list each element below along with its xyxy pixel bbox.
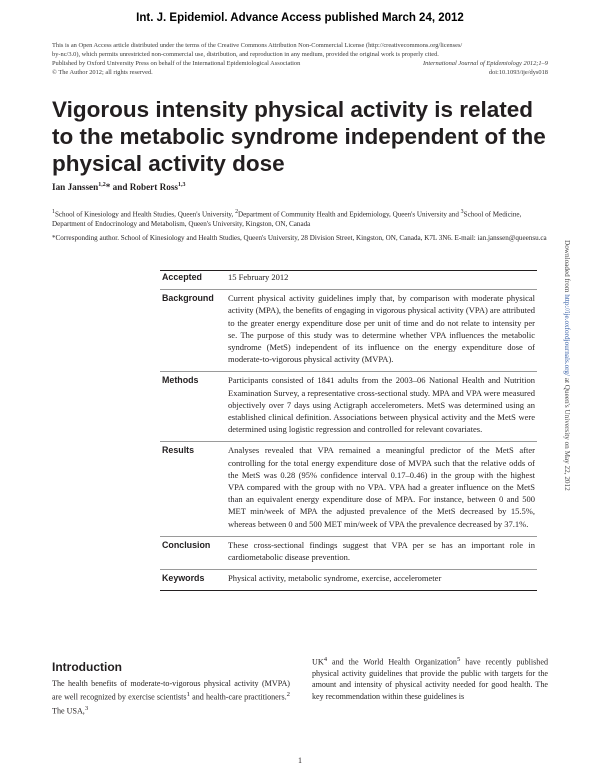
- author-list: [52, 182, 185, 192]
- citation-ref[interactable]: 5: [456, 656, 461, 663]
- license-block: [52, 42, 548, 78]
- download-stamp-text: [563, 240, 571, 491]
- article-title: Vigorous intensity physical activity is related to the metabolic syndrome independent of the physical activity dose: [52, 97, 546, 176]
- citation-ref[interactable]: 3: [84, 705, 89, 713]
- abstract-row-methods: [160, 372, 537, 442]
- license-line-1: This is an Open Access article distributed under the terms of the Creative Commons Attribution Non-Commercial License (http://creativecommons.org/licenses/: [52, 42, 463, 49]
- abstract-text: These cross-sectional findings suggest that VPA per se has an important role in cardiometabolic disease prevention.: [228, 539, 535, 563]
- abstract-label: Accepted: [162, 272, 202, 282]
- affil-text: Department of Community Health and Epidemiology, Queen's University and: [238, 210, 461, 219]
- journal-citation: International Journal of Epidemiology 2012;1–9: [423, 59, 548, 67]
- download-stamp: [563, 240, 581, 540]
- abstract-label: Methods: [162, 375, 199, 386]
- corresponding-author: *Corresponding author. School of Kinesiology and Health Studies, Queen's University, 28 Division Street, Kingston, ON, Canada, K7L 3N6. E-mail: ian.janssen@queensu.ca: [52, 234, 547, 242]
- affil-number: 1: [52, 209, 55, 215]
- author-affil-sup: 1,2: [98, 182, 106, 188]
- abstract-text: 15 February 2012: [228, 272, 289, 282]
- abstract-text: Analyses revealed that VPA remained a meaningful predictor of the MetS after controlling for the total energy expenditure dose of MVPA such that the relative odds of the MetS was 0.28 (95% confidence interval 0.17–0.46) in the group with the highest VPA compared with the group with no VPA. VPA had a greater influence on the MetS than an equivalent energy expenditure dose of MPA. For instance, between 0 and 500 MET min/week of MPA the adjusted prevalence of the MetS decreased by 15.5%, whereas between 0 and 500 MET min/week of VPA the prevalence decreased by 37.1%.: [228, 445, 535, 529]
- abstract-text: Physical activity, metabolic syndrome, exercise, accelerometer: [228, 573, 442, 584]
- citation-ref[interactable]: 2: [286, 691, 290, 699]
- body-text: UK: [312, 657, 324, 667]
- corresponding-star: *: [105, 182, 111, 193]
- abstract-row-conclusion: [160, 537, 537, 570]
- body-text: and health-care practitioners.: [189, 692, 287, 702]
- affil-text: School of Medicine, Department of Endocrinology and Metabolism, Queen's University, Kingston, ON, Canada: [52, 210, 522, 228]
- abstract-label: Keywords: [162, 573, 205, 584]
- section-heading: Introduction: [52, 660, 122, 674]
- download-suffix: at Queen's University on May 22, 2012: [563, 376, 571, 491]
- body-text: and the World Health Organization: [327, 657, 457, 667]
- license-line-2: by-nc/3.0), which permits unrestricted non-commercial use, distribution, and reproduction in any medium, provided the original work is properly cited.: [52, 50, 439, 58]
- abstract-text: Participants consisted of 1841 adults from the 2003–06 National Health and Nutrition Examination Survey, a representative cross-sectional study. MPA and VPA were measured objectively over 7 days using Actigraph accelerometers. MetS was determined using an established clinical definition. Associations between physical activity and the MetS were determined using logistic regression and controlled for relevant covariates.: [228, 375, 535, 435]
- abstract-label: Conclusion: [162, 539, 211, 550]
- author-and: and: [112, 182, 128, 193]
- abstract-row-results: [160, 442, 537, 536]
- affiliations: [52, 208, 550, 230]
- license-row-3: [52, 60, 548, 69]
- body-text: The USA,: [52, 706, 85, 716]
- body-text: The health benefits of moderate-to-vigorous physical activity (MVPA) are well recognized by exercise scientists: [52, 679, 290, 702]
- citation-ref[interactable]: 4: [323, 656, 328, 663]
- intro-column-left: [52, 678, 290, 717]
- publisher-statement: Published by Oxford University Press on behalf of the International Epidemiological Association: [52, 59, 301, 67]
- author-affil-sup: 1,3: [177, 182, 186, 188]
- body-text: have recently published physical activity guidelines that provide the public with targets for the amount and intensity of physical activity needed for good health. The key recommendation within these guidelines is: [312, 657, 548, 701]
- doi: doi:10.1093/ije/dys018: [488, 68, 548, 76]
- structured-abstract: [160, 270, 537, 591]
- author-name: Ian Janssen: [52, 182, 99, 193]
- author-name: Robert Ross: [129, 182, 178, 193]
- download-prefix: Downloaded from: [563, 240, 571, 295]
- download-link[interactable]: http://ije.oxfordjournals.org/: [563, 294, 571, 377]
- intro-column-right: [312, 654, 548, 702]
- abstract-label: Results: [162, 445, 195, 456]
- affil-text: School of Kinesiology and Health Studies, Queen's University,: [54, 210, 236, 219]
- affil-number: 2: [235, 209, 239, 215]
- citation-ref[interactable]: 1: [186, 691, 190, 699]
- copyright-statement: © The Author 2012; all rights reserved.: [52, 68, 153, 76]
- license-row-4: [52, 69, 548, 78]
- page-number: 1: [298, 756, 302, 765]
- affil-number: 3: [460, 209, 464, 215]
- abstract-label: Background: [162, 293, 214, 304]
- abstract-row-background: [160, 290, 537, 372]
- abstract-row-accepted: [160, 271, 537, 290]
- journal-banner: Int. J. Epidemiol. Advance Access published March 24, 2012: [136, 12, 464, 24]
- abstract-text: Current physical activity guidelines imply that, by comparison with moderate physical activity (MPA), the benefits of engaging in vigorous physical activity (VPA) are attributed to the greater energy expenditure dose per unit of time and do not relate to intensity per se. The purpose of this study was to determine whether VPA influences the metabolic syndrome (MetS) independent of its influence on the energy expenditure dose of moderate-to-vigorous physical activity (MVPA).: [228, 293, 535, 365]
- abstract-row-keywords: [160, 570, 537, 590]
